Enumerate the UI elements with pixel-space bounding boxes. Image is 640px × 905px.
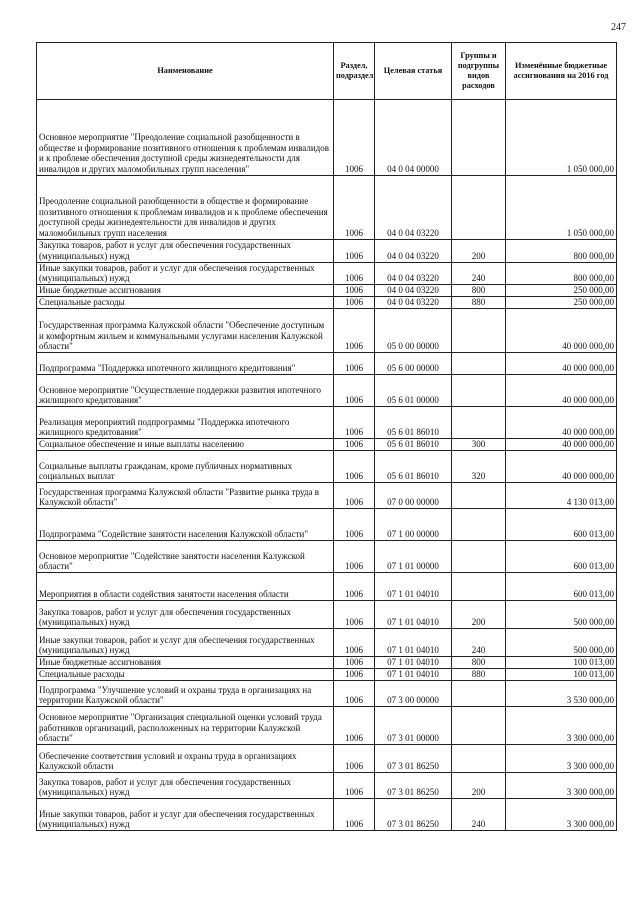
cell-amount: 800 000,00 <box>506 240 617 263</box>
cell-section: 1006 <box>334 799 375 831</box>
cell-name: Специальные расходы <box>37 669 334 681</box>
cell-section: 1006 <box>334 375 375 407</box>
cell-amount: 1 050 000,00 <box>506 100 617 176</box>
budget-table <box>36 42 617 831</box>
header-section: Раздел, подраздел <box>334 43 375 100</box>
cell-section: 1006 <box>334 601 375 629</box>
cell-amount: 40 000 000,00 <box>506 375 617 407</box>
cell-section: 1006 <box>334 573 375 601</box>
cell-name: Иные бюджетные ассигнования <box>37 657 334 669</box>
cell-target: 05 6 01 86010 <box>375 407 452 439</box>
cell-amount: 500 000,00 <box>506 629 617 657</box>
header-target: Целевая статья <box>375 43 452 100</box>
cell-section: 1006 <box>334 407 375 439</box>
table-row <box>37 439 617 451</box>
cell-target: 05 6 01 86010 <box>375 439 452 451</box>
cell-group <box>452 353 506 375</box>
cell-amount: 40 000 000,00 <box>506 439 617 451</box>
cell-amount: 3 300 000,00 <box>506 707 617 745</box>
cell-target: 07 1 00 00000 <box>375 509 452 541</box>
cell-amount: 800 000,00 <box>506 262 617 285</box>
cell-group <box>452 681 506 707</box>
cell-section: 1006 <box>334 707 375 745</box>
cell-name: Основное мероприятие "Организация специальной оценки условий труда работников организаций, расположенных на территории Калужской области" <box>37 707 334 745</box>
cell-name: Основное мероприятие "Содействие занятости населения Калужской области" <box>37 541 334 573</box>
cell-name: Подпрограмма "Содействие занятости населения Калужской области" <box>37 509 334 541</box>
cell-target: 04 0 04 03220 <box>375 240 452 263</box>
cell-group: 880 <box>452 297 506 309</box>
table-row <box>37 353 617 375</box>
cell-amount: 40 000 000,00 <box>506 407 617 439</box>
table-row <box>37 262 617 285</box>
cell-name: Государственная программа Калужской области "Обеспечение доступным и комфортным жильем и коммунальными услугами населения Калужской области" <box>37 309 334 353</box>
cell-group <box>452 100 506 176</box>
table-row <box>37 707 617 745</box>
cell-target: 05 6 00 00000 <box>375 353 452 375</box>
cell-group: 200 <box>452 773 506 799</box>
cell-group: 200 <box>452 240 506 263</box>
cell-name: Иные бюджетные ассигнования <box>37 285 334 297</box>
cell-name: Государственная программа Калужской области "Развитие рынка труда в Калужской области" <box>37 483 334 509</box>
cell-group: 240 <box>452 629 506 657</box>
cell-target: 07 3 01 86250 <box>375 745 452 773</box>
cell-group <box>452 176 506 240</box>
cell-target: 07 3 01 86250 <box>375 773 452 799</box>
cell-section: 1006 <box>334 285 375 297</box>
table-row <box>37 657 617 669</box>
cell-section: 1006 <box>334 669 375 681</box>
cell-section: 1006 <box>334 176 375 240</box>
table-row <box>37 375 617 407</box>
cell-group <box>452 375 506 407</box>
cell-amount: 40 000 000,00 <box>506 309 617 353</box>
cell-name: Мероприятия в области содействия занятости населения области <box>37 573 334 601</box>
cell-name: Иные закупки товаров, работ и услуг для обеспечения государственных (муниципальных) нужд <box>37 799 334 831</box>
cell-group <box>452 309 506 353</box>
table-row <box>37 297 617 309</box>
table-row <box>37 573 617 601</box>
cell-amount: 250 000,00 <box>506 285 617 297</box>
cell-amount: 3 300 000,00 <box>506 745 617 773</box>
header-group: Группы и подгруппы видов расходов <box>452 43 506 100</box>
cell-section: 1006 <box>334 240 375 263</box>
cell-group: 880 <box>452 669 506 681</box>
cell-group: 800 <box>452 285 506 297</box>
cell-name: Основное мероприятие "Осуществление поддержки развития ипотечного жилищного кредитования" <box>37 375 334 407</box>
cell-section: 1006 <box>334 681 375 707</box>
cell-name: Обеспечение соответствия условий и охраны труда в организациях Калужской области <box>37 745 334 773</box>
cell-target: 04 0 04 03220 <box>375 262 452 285</box>
cell-section: 1006 <box>334 451 375 483</box>
cell-name: Социальное обеспечение и иные выплаты населению <box>37 439 334 451</box>
table-row <box>37 509 617 541</box>
table-row <box>37 773 617 799</box>
cell-group <box>452 509 506 541</box>
cell-target: 05 6 01 86010 <box>375 451 452 483</box>
cell-section: 1006 <box>334 745 375 773</box>
cell-group <box>452 745 506 773</box>
cell-name: Реализация мероприятий подпрограммы "Поддержка ипотечного жилищного кредитования" <box>37 407 334 439</box>
cell-section: 1006 <box>334 439 375 451</box>
cell-amount: 100 013,00 <box>506 669 617 681</box>
header-name: Наименование <box>37 43 334 100</box>
cell-amount: 3 530 000,00 <box>506 681 617 707</box>
cell-target: 05 6 01 00000 <box>375 375 452 407</box>
cell-group <box>452 483 506 509</box>
cell-name: Иные закупки товаров, работ и услуг для обеспечения государственных (муниципальных) нужд <box>37 629 334 657</box>
cell-group: 320 <box>452 451 506 483</box>
cell-section: 1006 <box>334 541 375 573</box>
cell-target: 07 3 00 00000 <box>375 681 452 707</box>
cell-section: 1006 <box>334 629 375 657</box>
header-amount: Изменённые бюджетные ассигнования на 2016 год <box>506 43 617 100</box>
cell-group <box>452 407 506 439</box>
page-number: 247 <box>611 22 626 33</box>
cell-target: 05 0 00 00000 <box>375 309 452 353</box>
cell-section: 1006 <box>334 100 375 176</box>
cell-target: 07 0 00 00000 <box>375 483 452 509</box>
cell-section: 1006 <box>334 297 375 309</box>
cell-target: 07 1 01 04010 <box>375 629 452 657</box>
cell-section: 1006 <box>334 657 375 669</box>
table-body <box>37 100 617 831</box>
cell-group <box>452 541 506 573</box>
cell-group: 240 <box>452 262 506 285</box>
cell-name: Преодоление социальной разобщенности в обществе и формирование позитивного отношения к проблемам инвалидов и к проблеме обеспечения доступной среды жизнедеятельности для инвалидов и других маломобильных групп населения <box>37 176 334 240</box>
cell-group: 300 <box>452 439 506 451</box>
cell-target: 07 3 01 00000 <box>375 707 452 745</box>
table-row <box>37 745 617 773</box>
cell-amount: 600 013,00 <box>506 541 617 573</box>
cell-amount: 40 000 000,00 <box>506 353 617 375</box>
cell-target: 07 1 01 00000 <box>375 541 452 573</box>
cell-section: 1006 <box>334 309 375 353</box>
cell-name: Закупка товаров, работ и услуг для обеспечения государственных (муниципальных) нужд <box>37 601 334 629</box>
cell-name: Иные закупки товаров, работ и услуг для обеспечения государственных (муниципальных) нужд <box>37 262 334 285</box>
table-row <box>37 240 617 263</box>
table-row <box>37 100 617 176</box>
cell-section: 1006 <box>334 483 375 509</box>
table-row <box>37 681 617 707</box>
table-row <box>37 541 617 573</box>
table-row <box>37 176 617 240</box>
cell-amount: 4 130 013,00 <box>506 483 617 509</box>
table-row <box>37 309 617 353</box>
table-row <box>37 451 617 483</box>
table-row <box>37 285 617 297</box>
cell-section: 1006 <box>334 773 375 799</box>
cell-group: 800 <box>452 657 506 669</box>
cell-name: Закупка товаров, работ и услуг для обеспечения государственных (муниципальных) нужд <box>37 240 334 263</box>
cell-group: 200 <box>452 601 506 629</box>
table-header-row <box>37 43 617 100</box>
cell-target: 04 0 04 00000 <box>375 100 452 176</box>
cell-amount: 250 000,00 <box>506 297 617 309</box>
cell-amount: 40 000 000,00 <box>506 451 617 483</box>
cell-group <box>452 707 506 745</box>
cell-name: Подпрограмма "Поддержка ипотечного жилищного кредитования" <box>37 353 334 375</box>
table-row <box>37 483 617 509</box>
table-row <box>37 629 617 657</box>
cell-target: 07 1 01 04010 <box>375 657 452 669</box>
cell-amount: 100 013,00 <box>506 657 617 669</box>
table-row <box>37 669 617 681</box>
cell-target: 07 1 01 04010 <box>375 601 452 629</box>
cell-section: 1006 <box>334 353 375 375</box>
cell-section: 1006 <box>334 262 375 285</box>
cell-name: Социальные выплаты гражданам, кроме публичных нормативных социальных выплат <box>37 451 334 483</box>
cell-group: 240 <box>452 799 506 831</box>
cell-amount: 500 000,00 <box>506 601 617 629</box>
cell-name: Закупка товаров, работ и услуг для обеспечения государственных (муниципальных) нужд <box>37 773 334 799</box>
cell-target: 07 1 01 04010 <box>375 573 452 601</box>
cell-target: 04 0 04 03220 <box>375 285 452 297</box>
table-row <box>37 407 617 439</box>
cell-name: Специальные расходы <box>37 297 334 309</box>
cell-target: 07 3 01 86250 <box>375 799 452 831</box>
cell-section: 1006 <box>334 509 375 541</box>
cell-target: 07 1 01 04010 <box>375 669 452 681</box>
cell-amount: 600 013,00 <box>506 573 617 601</box>
table-row <box>37 601 617 629</box>
cell-amount: 3 300 000,00 <box>506 799 617 831</box>
table-row <box>37 799 617 831</box>
cell-target: 04 0 04 03220 <box>375 176 452 240</box>
cell-group <box>452 573 506 601</box>
cell-amount: 3 300 000,00 <box>506 773 617 799</box>
cell-amount: 1 050 000,00 <box>506 176 617 240</box>
cell-name: Основное мероприятие "Преодоление социальной разобщенности в обществе и формирование позитивного отношения к проблемам инвалидов и к проблеме обеспечения доступной среды жизнедеятельности для инвалидов и других маломобильных групп населения" <box>37 100 334 176</box>
cell-amount: 600 013,00 <box>506 509 617 541</box>
cell-name: Подпрограмма "Улучшение условий и охраны труда в организациях на территории Калужской области" <box>37 681 334 707</box>
cell-target: 04 0 04 03220 <box>375 297 452 309</box>
